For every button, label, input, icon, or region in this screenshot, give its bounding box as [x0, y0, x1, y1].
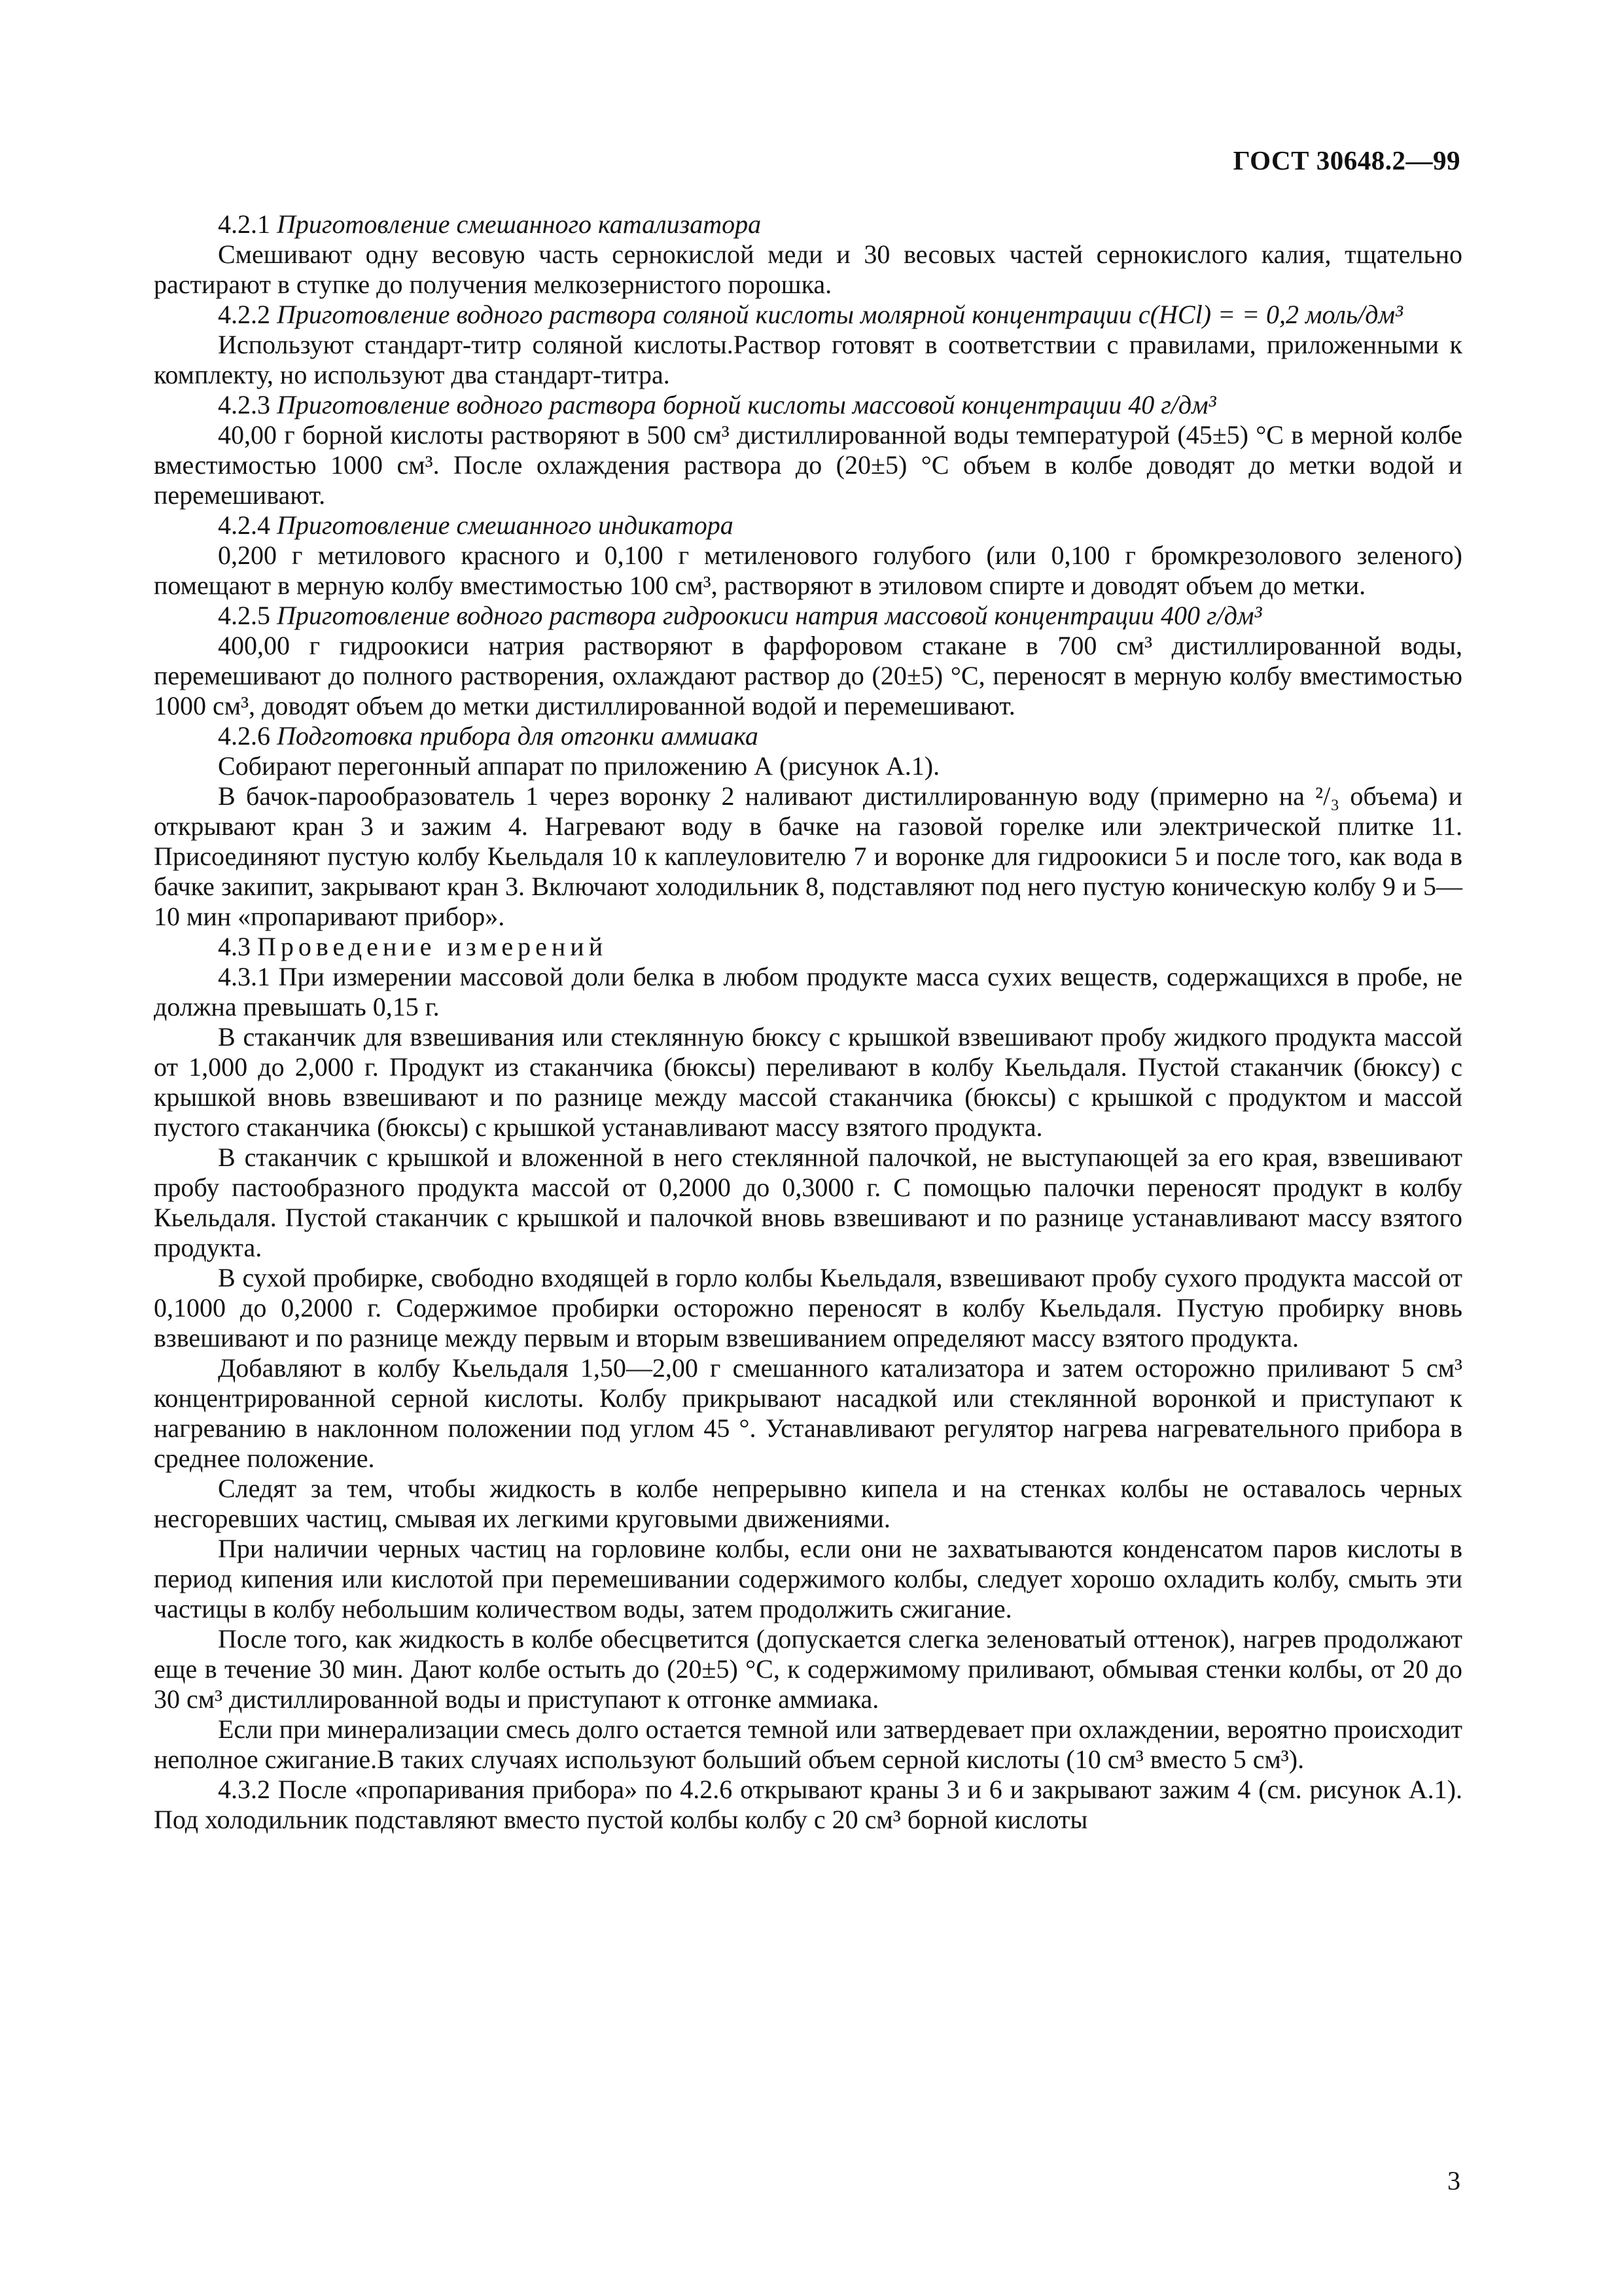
- document-header: ГОСТ 30648.2—99: [1233, 145, 1460, 175]
- paragraph: В сухой пробирке, свободно входящей в горло колбы Кьельдаля, взвешивают пробу сухого продукта массой от 0,1000 до 0,2000 г. Содержимое пробирки осторожно переносят в колбу Кьельдаля. Пустую пробирку вновь взвешивают и по разнице между первым и вторым взвешиванием определяют массу взятого продукта.: [154, 1263, 1462, 1353]
- section-title: Приготовление водного раствора соляной кислоты молярной концентрации c(HCl) = = 0,2 моль/дм³: [277, 300, 1403, 329]
- paragraph: Если при минерализации смесь долго остается темной или затвердевает при охлаждении, вероятно происходит неполное сжигание.В таких случаях используют больший объем серной кислоты (10 см³ вместо 5 см³).: [154, 1714, 1462, 1774]
- section-number: 4.2.5: [218, 601, 270, 630]
- section-heading-4-2-6: [154, 721, 1462, 751]
- document-body: [154, 209, 1462, 1835]
- section-number: 4.2.2: [218, 300, 270, 329]
- paragraph: В стаканчик для взвешивания или стеклянную бюксу с крышкой взвешивают пробу жидкого продукта массой от 1,000 до 2,000 г. Продукт из стаканчика (бюксы) переливают в колбу Кьельдаля. Пустой стаканчик (бюксу) с крышкой вновь взвешивают и по разнице между массой стаканчика (бюксы) с крышкой с продуктом и массой пустого стаканчика (бюксы) с крышкой устанавливают массу взятого продукта.: [154, 1022, 1462, 1142]
- section-heading-4-2-3: [154, 390, 1462, 420]
- paragraph: Используют стандарт-титр соляной кислоты.Раствор готовят в соответствии с правилами, приложенными к комплекту, но используют два стандарт-титра.: [154, 330, 1462, 389]
- section-number: 4.2.6: [218, 721, 270, 751]
- section-title: Приготовление водного раствора борной кислоты массовой концентрации 40 г/дм³: [277, 390, 1216, 419]
- section-heading-4-2-4: [154, 510, 1462, 541]
- paragraph: 4.3.2 После «пропаривания прибора» по 4.2.6 открывают краны 3 и 6 и закрывают зажим 4 (см. рисунок А.1). Под холодильник подставляют вместо пустой колбы колбу с 20 см³ борной кислоты: [154, 1775, 1462, 1834]
- paragraph: 4.3.1 При измерении массовой доли белка в любом продукте масса сухих веществ, содержащихся в пробе, не должна превышать 0,15 г.: [154, 962, 1462, 1021]
- section-title: Приготовление смешанного индикатора: [277, 510, 733, 540]
- section-number: 4.3: [218, 932, 251, 961]
- paragraph: Смешивают одну весовую часть сернокислой меди и 30 весовых частей сернокислого калия, тщательно растирают в ступке до получения мелкозернистого порошка.: [154, 239, 1462, 299]
- paragraph: При наличии черных частиц на горловине колбы, если они не захватываются конденсатом паров кислоты в период кипения или кислотой при перемешивании содержимого колбы, следует хорошо охладить колбу, смыть эти частицы в колбу небольшим количеством воды, затем продолжить сжигание.: [154, 1534, 1462, 1623]
- paragraph: Собирают перегонный аппарат по приложению А (рисунок А.1).: [218, 751, 940, 781]
- section-number: 4.2.1: [218, 209, 270, 239]
- paragraph: Следят за тем, чтобы жидкость в колбе непрерывно кипела и на стенках колбы не оставалось черных несгоревших частиц, смывая их легкими круговыми движениями.: [154, 1474, 1462, 1533]
- paragraph: В стаканчик с крышкой и вложенной в него стеклянной палочкой, не выступающей за его края, взвешивают пробу пастообразного продукта массой от 0,2000 до 0,3000 г. С помощью палочки переносят продукт в колбу Кьельдаля. Пустой стаканчик с крышкой и палочкой вновь взвешивают и по разнице устанавливают массу взятого продукта.: [154, 1143, 1462, 1262]
- section-heading-4-2-1: [154, 209, 1462, 239]
- section-heading-4-3: [154, 932, 1462, 962]
- paragraph: 0,200 г метилового красного и 0,100 г метиленового голубого (или 0,100 г бромкрезолового зеленого) помещают в мерную колбу вместимостью 100 см³, растворяют в этиловом спирте и доводят объем до метки.: [154, 541, 1462, 600]
- section-heading-4-2-2: [154, 300, 1462, 330]
- section-title: Приготовление водного раствора гидроокиси натрия массовой концентрации 400 г/дм³: [277, 601, 1262, 630]
- paragraph: 40,00 г борной кислоты растворяют в 500 см³ дистиллированной воды температурой (45±5) °С в мерной колбе вместимостью 1000 см³. После охлаждения раствора до (20±5) °С объем в колбе доводят до метки водой и перемешивают.: [154, 420, 1462, 510]
- paragraph: После того, как жидкость в колбе обесцветится (допускается слегка зеленоватый оттенок), нагрев продолжают еще в течение 30 мин. Дают колбе остыть до (20±5) °С, к содержимому приливают, обмывая стенки колбы, от 20 до 30 см³ дистиллированной воды и приступают к отгонке аммиака.: [154, 1624, 1462, 1714]
- section-title: Подготовка прибора для отгонки аммиака: [277, 721, 758, 751]
- paragraph: Добавляют в колбу Кьельдаля 1,50—2,00 г смешанного катализатора и затем осторожно приливают 5 см³ концентрированной серной кислоты. Колбу прикрывают насадкой или стеклянной воронкой и приступают к нагреванию в наклонном положении под углом 45 °. Устанавливают регулятор нагрева нагревательного прибора в среднее положение.: [154, 1353, 1462, 1473]
- section-heading-4-2-5: [154, 601, 1462, 631]
- paragraph: 400,00 г гидроокиси натрия растворяют в фарфоровом стакане в 700 см³ дистиллированной воды, перемешивают до полного растворения, охлаждают раствор до (20±5) °С, переносят в мерную колбу вместимостью 1000 см³, доводят объем до метки дистиллированной водой и перемешивают.: [154, 631, 1462, 720]
- section-title: Проведение измерений: [257, 932, 608, 961]
- section-number: 4.2.3: [218, 390, 270, 419]
- section-title: Приготовление смешанного катализатора: [277, 209, 762, 239]
- page-number: 3: [1447, 2166, 1460, 2195]
- section-number: 4.2.4: [218, 510, 270, 540]
- paragraph: В бачок-парообразователь 1 через воронку 2 наливают дистиллированную воду (примерно на ²/₃ объема) и открывают кран 3 и зажим 4. Нагревают воду в бачке на газовой горелке или электрической плитке 11. Присоединяют пустую колбу Кьельдаля 10 к каплеуловителю 7 и воронке для гидроокиси 5 и после того, как вода в бачке закипит, закрывают кран 3. Включают холодильник 8, подставляют под него пустую коническую колбу 9 и 5—10 мин «пропаривают прибор».: [154, 781, 1462, 931]
